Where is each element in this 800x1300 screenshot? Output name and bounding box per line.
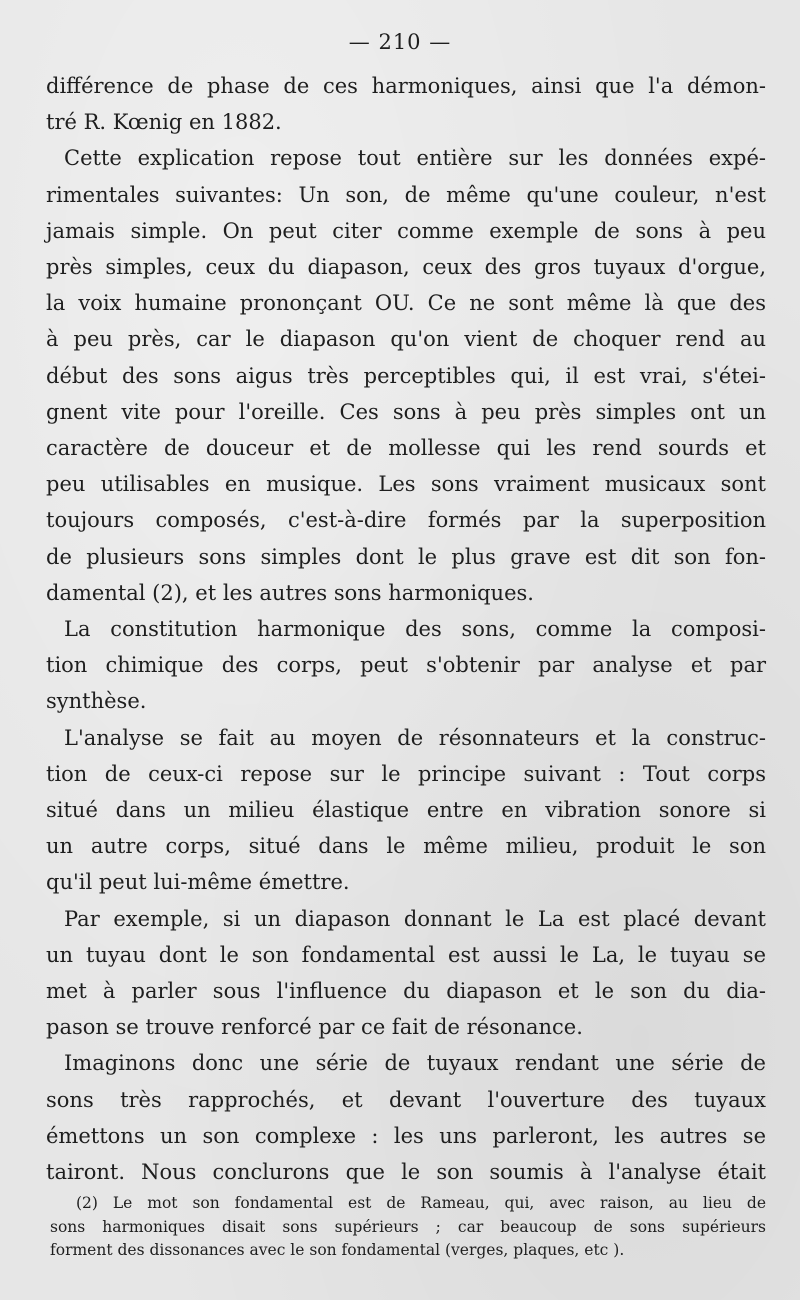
text-line: la voix humaine prononçant OU. Ce ne sont même là que des — [46, 291, 766, 316]
text-line: gnent vite pour l'oreille. Ces sons à peu près simples ont un — [46, 399, 766, 424]
text-line: un autre corps, situé dans le même milieu, produit le son — [46, 834, 766, 859]
footnote — [50, 1192, 766, 1263]
footnote-line: (2) Le mot son fondamental est de Rameau, qui, avec raison, au lieu de — [76, 1194, 766, 1212]
text-line: Cette explication repose tout entière sur les données expé- — [64, 146, 766, 171]
text-line: L'analyse se fait au moyen de résonnateurs et la construc- — [64, 725, 766, 750]
text-line: La constitution harmonique des sons, comme la composi- — [64, 617, 766, 642]
text-line: de plusieurs sons simples dont le plus grave est dit son fon- — [46, 544, 766, 569]
text-line: émettons un son complexe : les uns parleront, les autres se — [46, 1123, 766, 1148]
text-line: près simples, ceux du diapason, ceux des gros tuyaux d'orgue, — [46, 255, 766, 280]
text-line: caractère de douceur et de mollesse qui les rend sourds et — [46, 436, 766, 461]
text-line: peu utilisables en musique. Les sons vraiment musicaux sont — [46, 472, 766, 497]
text-line: pason se trouve renforcé par ce fait de résonance. — [46, 1015, 583, 1040]
footnote-line: forment des dissonances avec le son fondamental (verges, plaques, etc ). — [50, 1241, 625, 1259]
footnote-line: sons harmoniques disait sons supérieurs ; car beaucoup de sons supérieurs — [50, 1217, 766, 1236]
text-line: tairont. Nous conclurons que le son soumis à l'analyse était — [46, 1160, 766, 1185]
text-line: Imaginons donc une série de tuyaux rendant une série de — [64, 1051, 766, 1076]
text-line: jamais simple. On peut citer comme exemple de sons à peu — [46, 218, 766, 243]
text-line: sons très rapprochés, et devant l'ouverture des tuyaux — [46, 1087, 766, 1112]
text-line: damental (2), et les autres sons harmoniques. — [46, 580, 534, 605]
text-line: tré R. Kœnig en 1882. — [46, 110, 282, 135]
text-line: début des sons aigus très perceptibles qui, il est vrai, s'étei- — [46, 363, 766, 388]
text-line: Par exemple, si un diapason donnant le La est placé devant — [64, 906, 766, 931]
page-number: — 210 — — [348, 30, 452, 54]
text-line: qu'il peut lui-même émettre. — [46, 870, 350, 895]
body-text — [46, 68, 766, 1190]
text-line: synthèse. — [46, 689, 147, 714]
text-line: rimentales suivantes: Un son, de même qu'une couleur, n'est — [46, 182, 766, 207]
text-line: met à parler sous l'influence du diapason et le son du dia- — [46, 979, 766, 1004]
text-line: un tuyau dont le son fondamental est aussi le La, le tuyau se — [46, 942, 766, 967]
text-line: tion chimique des corps, peut s'obtenir par analyse et par — [46, 653, 766, 678]
text-line: différence de phase de ces harmoniques, ainsi que l'a démon- — [46, 74, 766, 98]
text-line: toujours composés, c'est-à-dire formés par la superposition — [46, 508, 766, 533]
text-line: situé dans un milieu élastique entre en vibration sonore si — [46, 798, 766, 823]
text-line: tion de ceux-ci repose sur le principe suivant : Tout corps — [46, 761, 766, 786]
text-line: à peu près, car le diapason qu'on vient de choquer rend au — [46, 327, 766, 352]
